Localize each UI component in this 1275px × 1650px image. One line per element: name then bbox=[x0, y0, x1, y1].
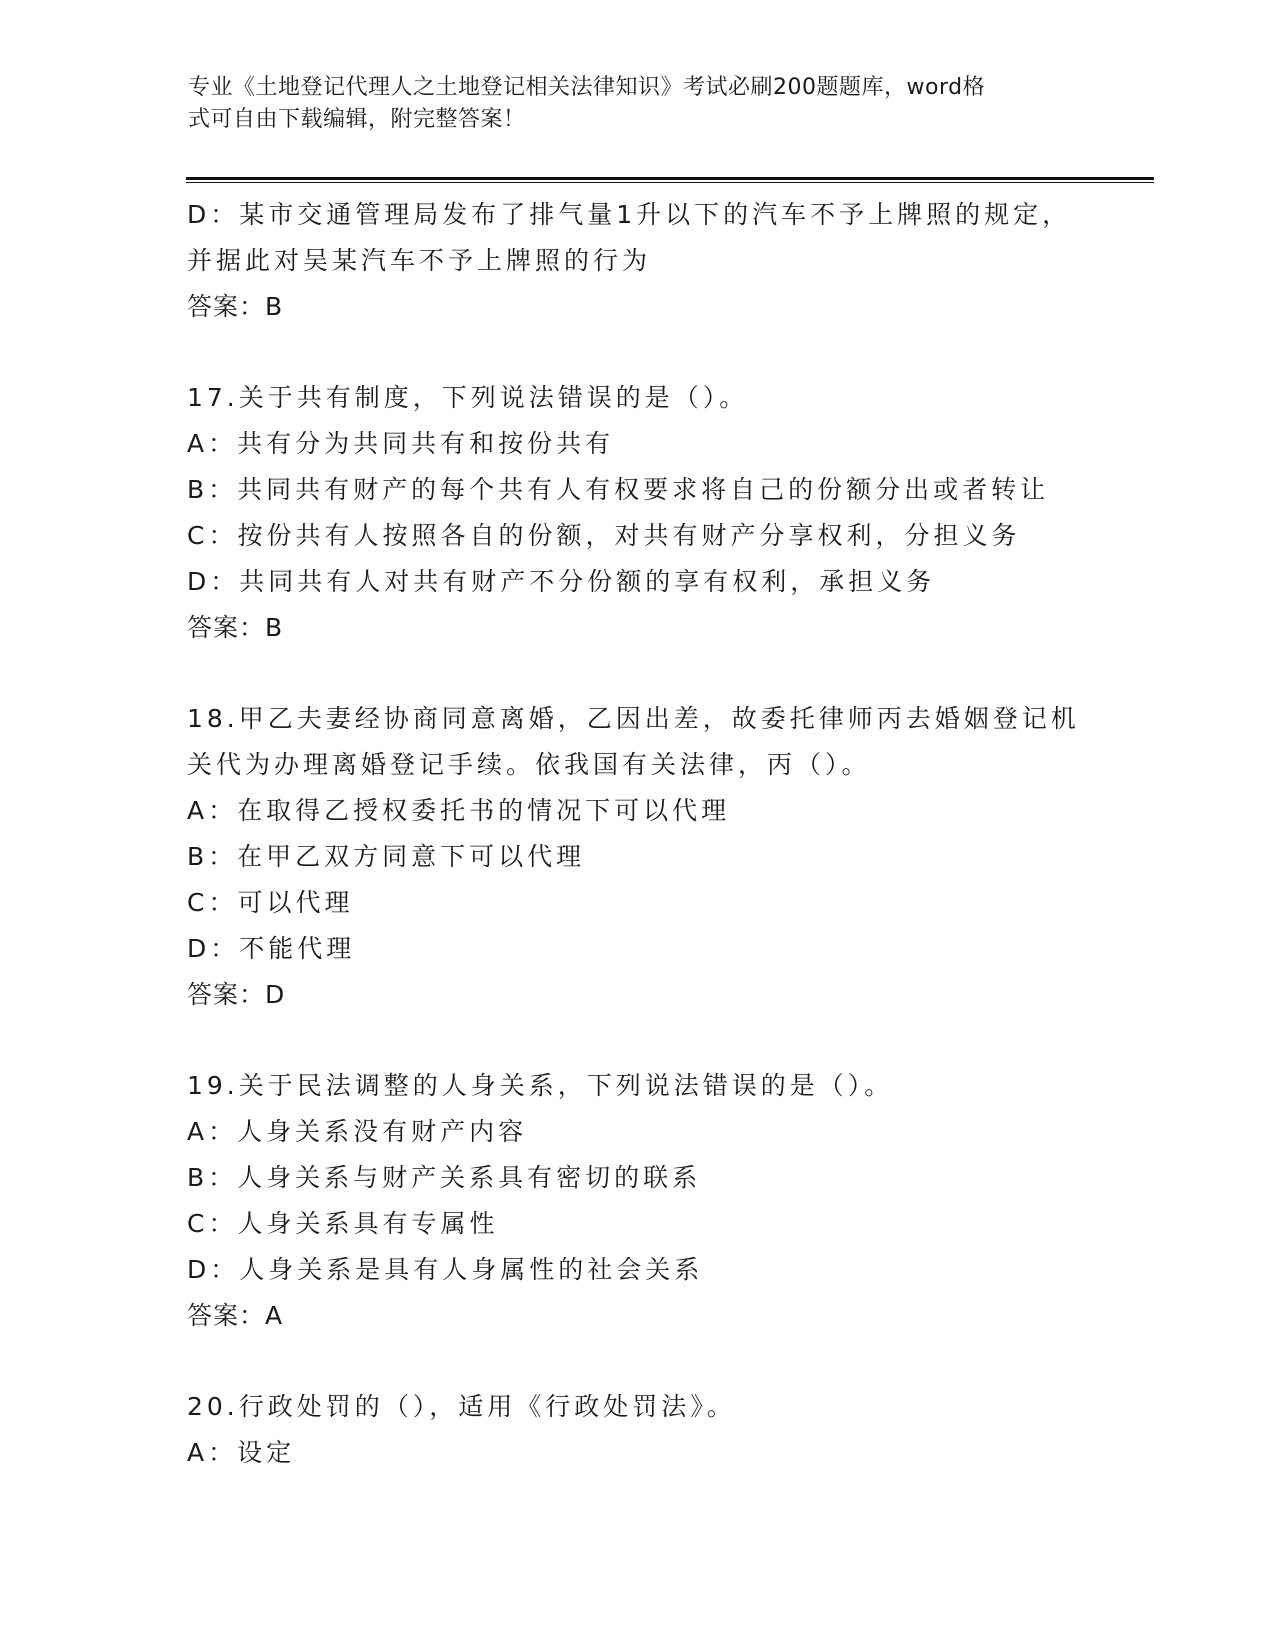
option-a: A：设定 bbox=[187, 1438, 296, 1467]
header-divider-thin bbox=[186, 182, 1154, 183]
question-19 bbox=[187, 1063, 1087, 1339]
question-18 bbox=[187, 696, 1087, 1018]
spacer bbox=[187, 330, 1087, 375]
question-stem: 17.关于共有制度，下列说法错误的是（）。 bbox=[187, 383, 749, 412]
option-a: A：在取得乙授权委托书的情况下可以代理 bbox=[187, 796, 731, 825]
question-stem: 20.行政处罚的（），适用《行政处罚法》。 bbox=[187, 1392, 736, 1421]
question-17 bbox=[187, 375, 1087, 651]
question-stem: 18.甲乙夫妻经协商同意离婚，乙因出差，故委托律师丙去婚姻登记机 bbox=[187, 704, 1080, 733]
option-b: B：人身关系与财产关系具有密切的联系 bbox=[187, 1163, 702, 1192]
header-divider-thick bbox=[186, 177, 1154, 180]
option-d: D：共同共有人对共有财产不分份额的享有权利，承担义务 bbox=[187, 567, 936, 596]
header-line-2: 式可自由下载编辑，附完整答案！ bbox=[188, 107, 526, 132]
option-b: B：在甲乙双方同意下可以代理 bbox=[187, 842, 586, 871]
option-c: C：按份共有人按照各自的份额，对共有财产分享权利，分担义务 bbox=[187, 521, 1021, 550]
answer: 答案：A bbox=[187, 1301, 284, 1330]
spacer bbox=[187, 1018, 1087, 1063]
option-a: A：人身关系没有财产内容 bbox=[187, 1117, 528, 1146]
option-d: D：人身关系是具有人身属性的社会关系 bbox=[187, 1255, 704, 1284]
answer: 答案：B bbox=[187, 613, 284, 642]
option-c: C：人身关系具有专属性 bbox=[187, 1209, 499, 1238]
spacer bbox=[187, 651, 1087, 696]
answer: 答案：B bbox=[187, 292, 284, 321]
header-line-1: 专业《土地登记代理人之土地登记相关法律知识》考试必刷200题题库，word格 bbox=[188, 75, 986, 100]
option-d-continued: 并据此对吴某汽车不予上牌照的行为 bbox=[187, 246, 652, 275]
option-a: A：共有分为共同共有和按份共有 bbox=[187, 429, 615, 458]
spacer bbox=[187, 1339, 1087, 1384]
option-c: C：可以代理 bbox=[187, 888, 354, 917]
answer: 答案：D bbox=[187, 980, 286, 1009]
question-20 bbox=[187, 1384, 1087, 1476]
option-d: D：不能代理 bbox=[187, 934, 356, 963]
option-d: D：某市交通管理局发布了排气量1升以下的汽车不予上牌照的规定， bbox=[187, 200, 1072, 229]
question-continued bbox=[187, 192, 1087, 330]
question-stem: 19.关于民法调整的人身关系，下列说法错误的是（）。 bbox=[187, 1071, 894, 1100]
question-stem-continued: 关代为办理离婚登记手续。依我国有关法律，丙（）。 bbox=[187, 750, 871, 779]
question-list bbox=[187, 192, 1087, 1476]
document-header bbox=[188, 72, 1088, 136]
option-b: B：共同共有财产的每个共有人有权要求将自己的份额分出或者转让 bbox=[187, 475, 1050, 504]
